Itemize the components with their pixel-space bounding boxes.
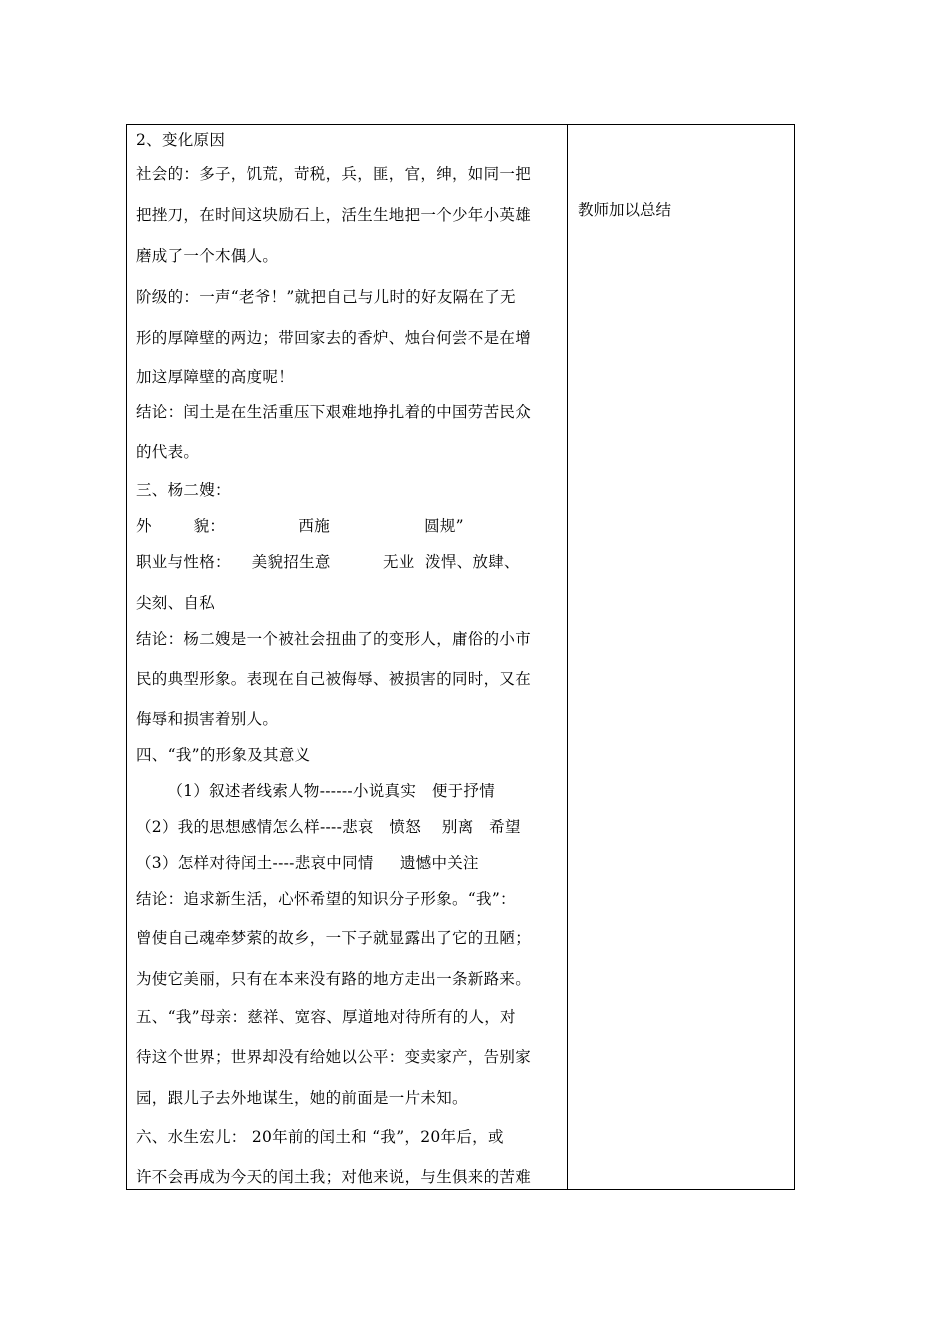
conclusion-line: 结论：追求新生活，心怀希望的知识分子形象。“我”： — [136, 890, 516, 908]
text-line: 把挫刀，在时间这块励石上，活生生地把一个少年小英雄 — [136, 206, 532, 224]
text-line: 民的典型形象。表现在自己被侮辱、被损害的同时，又在 — [136, 670, 532, 688]
text-line: （3）怎样对待闰土----悲哀中同情 遗憾中关注 — [136, 854, 479, 872]
teacher-activity-column — [578, 200, 788, 220]
text-line: 侮辱和损害着别人。 — [136, 710, 279, 728]
conclusion-line: 结论：杨二嫂是一个被社会扭曲了的变形人，庸俗的小市 — [136, 630, 532, 648]
heading-yang-ersao: 三、杨二嫂： — [136, 481, 231, 499]
text-line: 形的厚障壁的两边；带回家去的香炉、烛台何尝不是在增 — [136, 329, 532, 347]
heading-me-image: 四、“我”的形象及其意义 — [136, 746, 311, 764]
content-column — [136, 124, 560, 1188]
text-line: 外 貌： 西施 圆规” — [136, 517, 464, 535]
text-line: （2）我的思想感情怎么样----悲哀 愤怒 别离 希望 — [136, 818, 521, 836]
text-line: 许不会再成为今天的闰土我；对他来说，与生俱来的苦难 — [136, 1168, 532, 1186]
teacher-note: 教师加以总结 — [578, 201, 672, 219]
text-line: 加这厚障壁的高度呢！ — [136, 368, 295, 386]
text-line: 尖刻、自私 — [136, 594, 216, 612]
text-line: 曾使自己魂牵梦萦的故乡，一下子就显露出了它的丑陋； — [136, 929, 532, 947]
text-line: 阶级的：一声“老爷！”就把自己与儿时的好友隔在了无 — [136, 288, 516, 306]
text-line: 社会的：多子，饥荒，苛税，兵，匪，官，绅，如同一把 — [136, 165, 532, 183]
text-line: 职业与性格： 美貌招生意 无业 泼悍、放肆、 — [136, 553, 520, 571]
text-line: 磨成了一个木偶人。 — [136, 247, 279, 265]
heading-change-reasons: 2、变化原因 — [136, 131, 226, 149]
text-line: 园，跟儿子去外地谋生，她的前面是一片未知。 — [136, 1089, 468, 1107]
text-line: 待这个世界；世界却没有给她以公平：变卖家产，告别家 — [136, 1048, 532, 1066]
heading-mother: 五、“我”母亲：慈祥、宽容、厚道地对待所有的人，对 — [136, 1008, 516, 1026]
column-divider — [567, 124, 568, 1190]
text-line: 的代表。 — [136, 443, 200, 461]
text-line: （1）叙述者线索人物------小说真实 便于抒情 — [136, 782, 496, 800]
conclusion-line: 结论：闰土是在生活重压下艰难地挣扎着的中国劳苦民众 — [136, 403, 532, 421]
text-line: 为使它美丽，只有在本来没有路的地方走出一条新路来。 — [136, 970, 532, 988]
heading-shuisheng-honger: 六、水生宏儿： 20年前的闰土和 “我”，20年后，或 — [136, 1128, 504, 1146]
